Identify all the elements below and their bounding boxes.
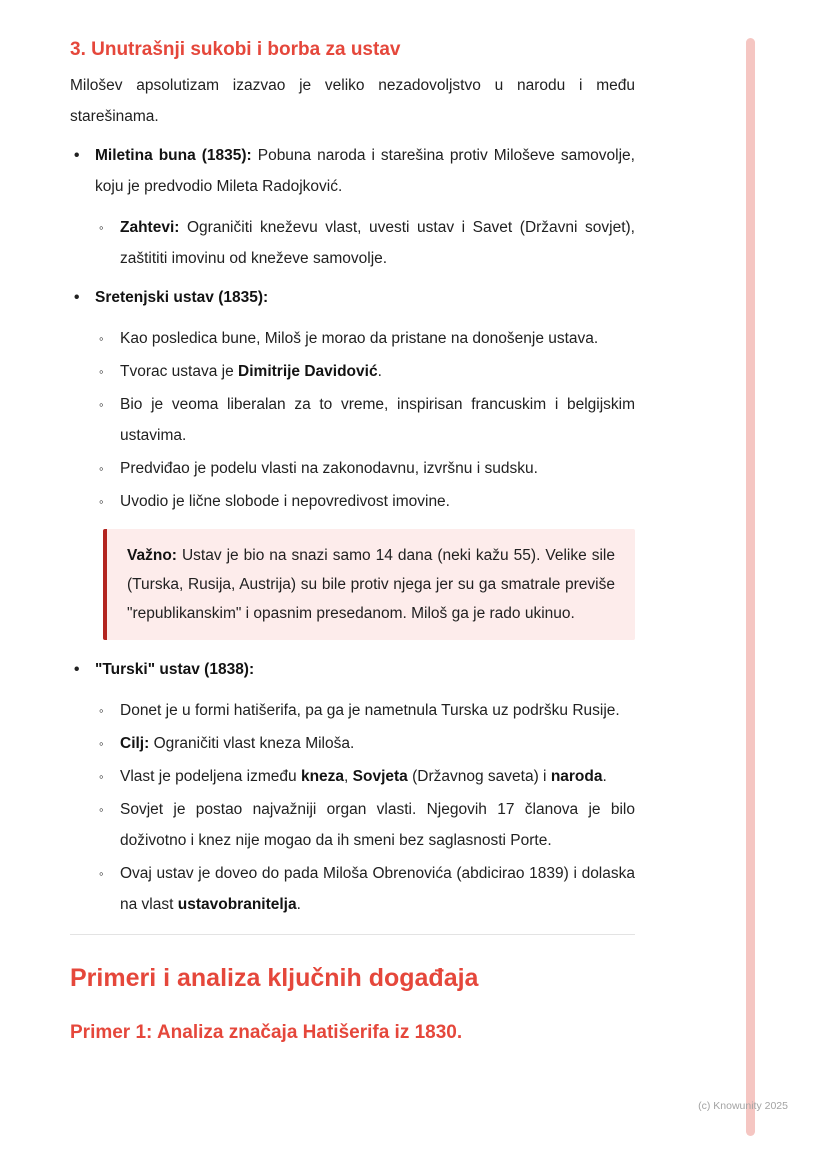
text-run: Ograničiti vlast kneza Miloša. xyxy=(149,735,355,752)
section-divider xyxy=(70,934,635,935)
text-run: Donet je u formi hatišerifa, pa ga je nametnula Turska uz podršku Rusije. xyxy=(120,702,620,719)
example-heading: Primer 1: Analiza značaja Hatišerifa iz 1830. xyxy=(70,1022,463,1043)
bullet-circle-icon: ◦ xyxy=(99,331,104,346)
list-item xyxy=(95,728,635,759)
bold-run: Dimitrije Davidović xyxy=(238,363,378,380)
list-item xyxy=(95,794,635,856)
text-run: Kao posledica bune, Miloš je morao da pristane na donošenje ustava. xyxy=(120,330,599,347)
bold-run: "Turski" ustav (1838): xyxy=(95,661,255,678)
bullet-circle-icon: ◦ xyxy=(99,494,104,509)
list-item xyxy=(95,356,635,387)
text-run: Uvodio je lične slobode i nepovredivost imovine. xyxy=(120,493,450,510)
bullet-disc-icon: • xyxy=(74,289,80,306)
list-item xyxy=(95,389,635,451)
bullet-circle-icon: ◦ xyxy=(99,866,104,881)
text-run: Pobuna naroda i starešina protiv Miloševe samovolje, koju je predvodio Mileta Radojković. xyxy=(95,147,635,195)
bold-run: Cilj: xyxy=(120,735,150,752)
list-item xyxy=(95,858,635,920)
bullet-circle-icon: ◦ xyxy=(99,220,104,235)
sub-list-turski xyxy=(95,695,635,920)
bullet-circle-icon: ◦ xyxy=(99,769,104,784)
bullet-circle-icon: ◦ xyxy=(99,461,104,476)
list-item xyxy=(95,761,635,792)
text-run: Ustav je bio na snazi samo 14 dana (neki kažu 55). Velike sile (Turska, Rusija, Austrija) su bile protiv njega jer su ga smatrale previše "republikanskim" i opasnim presedanom. Miloš ga je rado ukinuo. xyxy=(127,547,615,622)
bold-run: kneza xyxy=(300,768,345,785)
list-item-turski-ustav xyxy=(70,654,635,920)
copyright-footer: (c) Knowunity 2025 xyxy=(698,1100,788,1112)
list-item xyxy=(95,486,635,517)
text-run: Predviđao je podelu vlasti na zakonodavnu, izvršnu i sudsku. xyxy=(120,460,538,477)
section-heading: 3. Unutrašnji sukobi i borba za ustav xyxy=(70,39,401,60)
list-item-miletina-buna xyxy=(70,140,635,274)
bullet-circle-icon: ◦ xyxy=(99,397,104,412)
page-edge-ribbon xyxy=(746,38,755,1136)
text-run: . xyxy=(602,768,607,785)
text-run: Bio je veoma liberalan za to vreme, inspirisan francuskim i belgijskim ustavima. xyxy=(120,396,635,444)
bullet-circle-icon: ◦ xyxy=(99,802,104,817)
list-item xyxy=(95,453,635,484)
text-run: (Državnog saveta) i xyxy=(407,768,551,785)
list-item-zahtevi xyxy=(95,212,635,274)
important-callout xyxy=(103,529,635,640)
bullet-circle-icon: ◦ xyxy=(99,364,104,379)
sub-list-miletina xyxy=(95,212,635,274)
list-item-sretenjski-ustav xyxy=(70,282,635,640)
bold-run: ustavobranitelja xyxy=(177,896,297,913)
bullet-disc-icon: • xyxy=(74,661,80,678)
text-run: Sovjet je postao najvažniji organ vlasti. Njegovih 17 članova je bilo doživotno i knez nije mogao da ih smeni bez saglasnosti Porte. xyxy=(120,801,635,849)
chapter-heading: Primeri i analiza ključnih događaja xyxy=(70,964,479,992)
list-item xyxy=(95,323,635,354)
page-content xyxy=(70,38,635,1045)
bold-run: Sretenjski ustav (1835): xyxy=(95,289,269,306)
bold-run: Miletina buna (1835): xyxy=(95,147,252,164)
text-run: , xyxy=(344,768,353,785)
bold-run: Važno: xyxy=(127,547,177,564)
bullet-disc-icon: • xyxy=(74,147,80,164)
list-item xyxy=(95,695,635,726)
text-run: . xyxy=(377,363,382,380)
bullet-circle-icon: ◦ xyxy=(99,736,104,751)
text-run: Ograničiti kneževu vlast, uvesti ustav i Savet (Državni sovjet), zaštititi imovinu od kneževe samovolje. xyxy=(120,219,635,267)
outline-list xyxy=(70,140,635,920)
bold-run: Zahtevi: xyxy=(120,219,180,236)
bullet-circle-icon: ◦ xyxy=(99,703,104,718)
intro-paragraph: Milošev apsolutizam izazvao je veliko nezadovoljstvo u narodu i među starešinama. xyxy=(70,77,635,125)
bold-run: Sovjeta xyxy=(352,768,408,785)
text-run: Tvorac ustava je xyxy=(120,363,239,380)
sub-list-sretenjski xyxy=(95,323,635,517)
text-run: Vlast je podeljena između xyxy=(120,768,301,785)
text-run: Ovaj ustav je doveo do pada Miloša Obrenovića (abdicirao 1839) i dolaska na vlast xyxy=(120,865,635,913)
text-run: . xyxy=(296,896,301,913)
bold-run: naroda xyxy=(550,768,603,785)
